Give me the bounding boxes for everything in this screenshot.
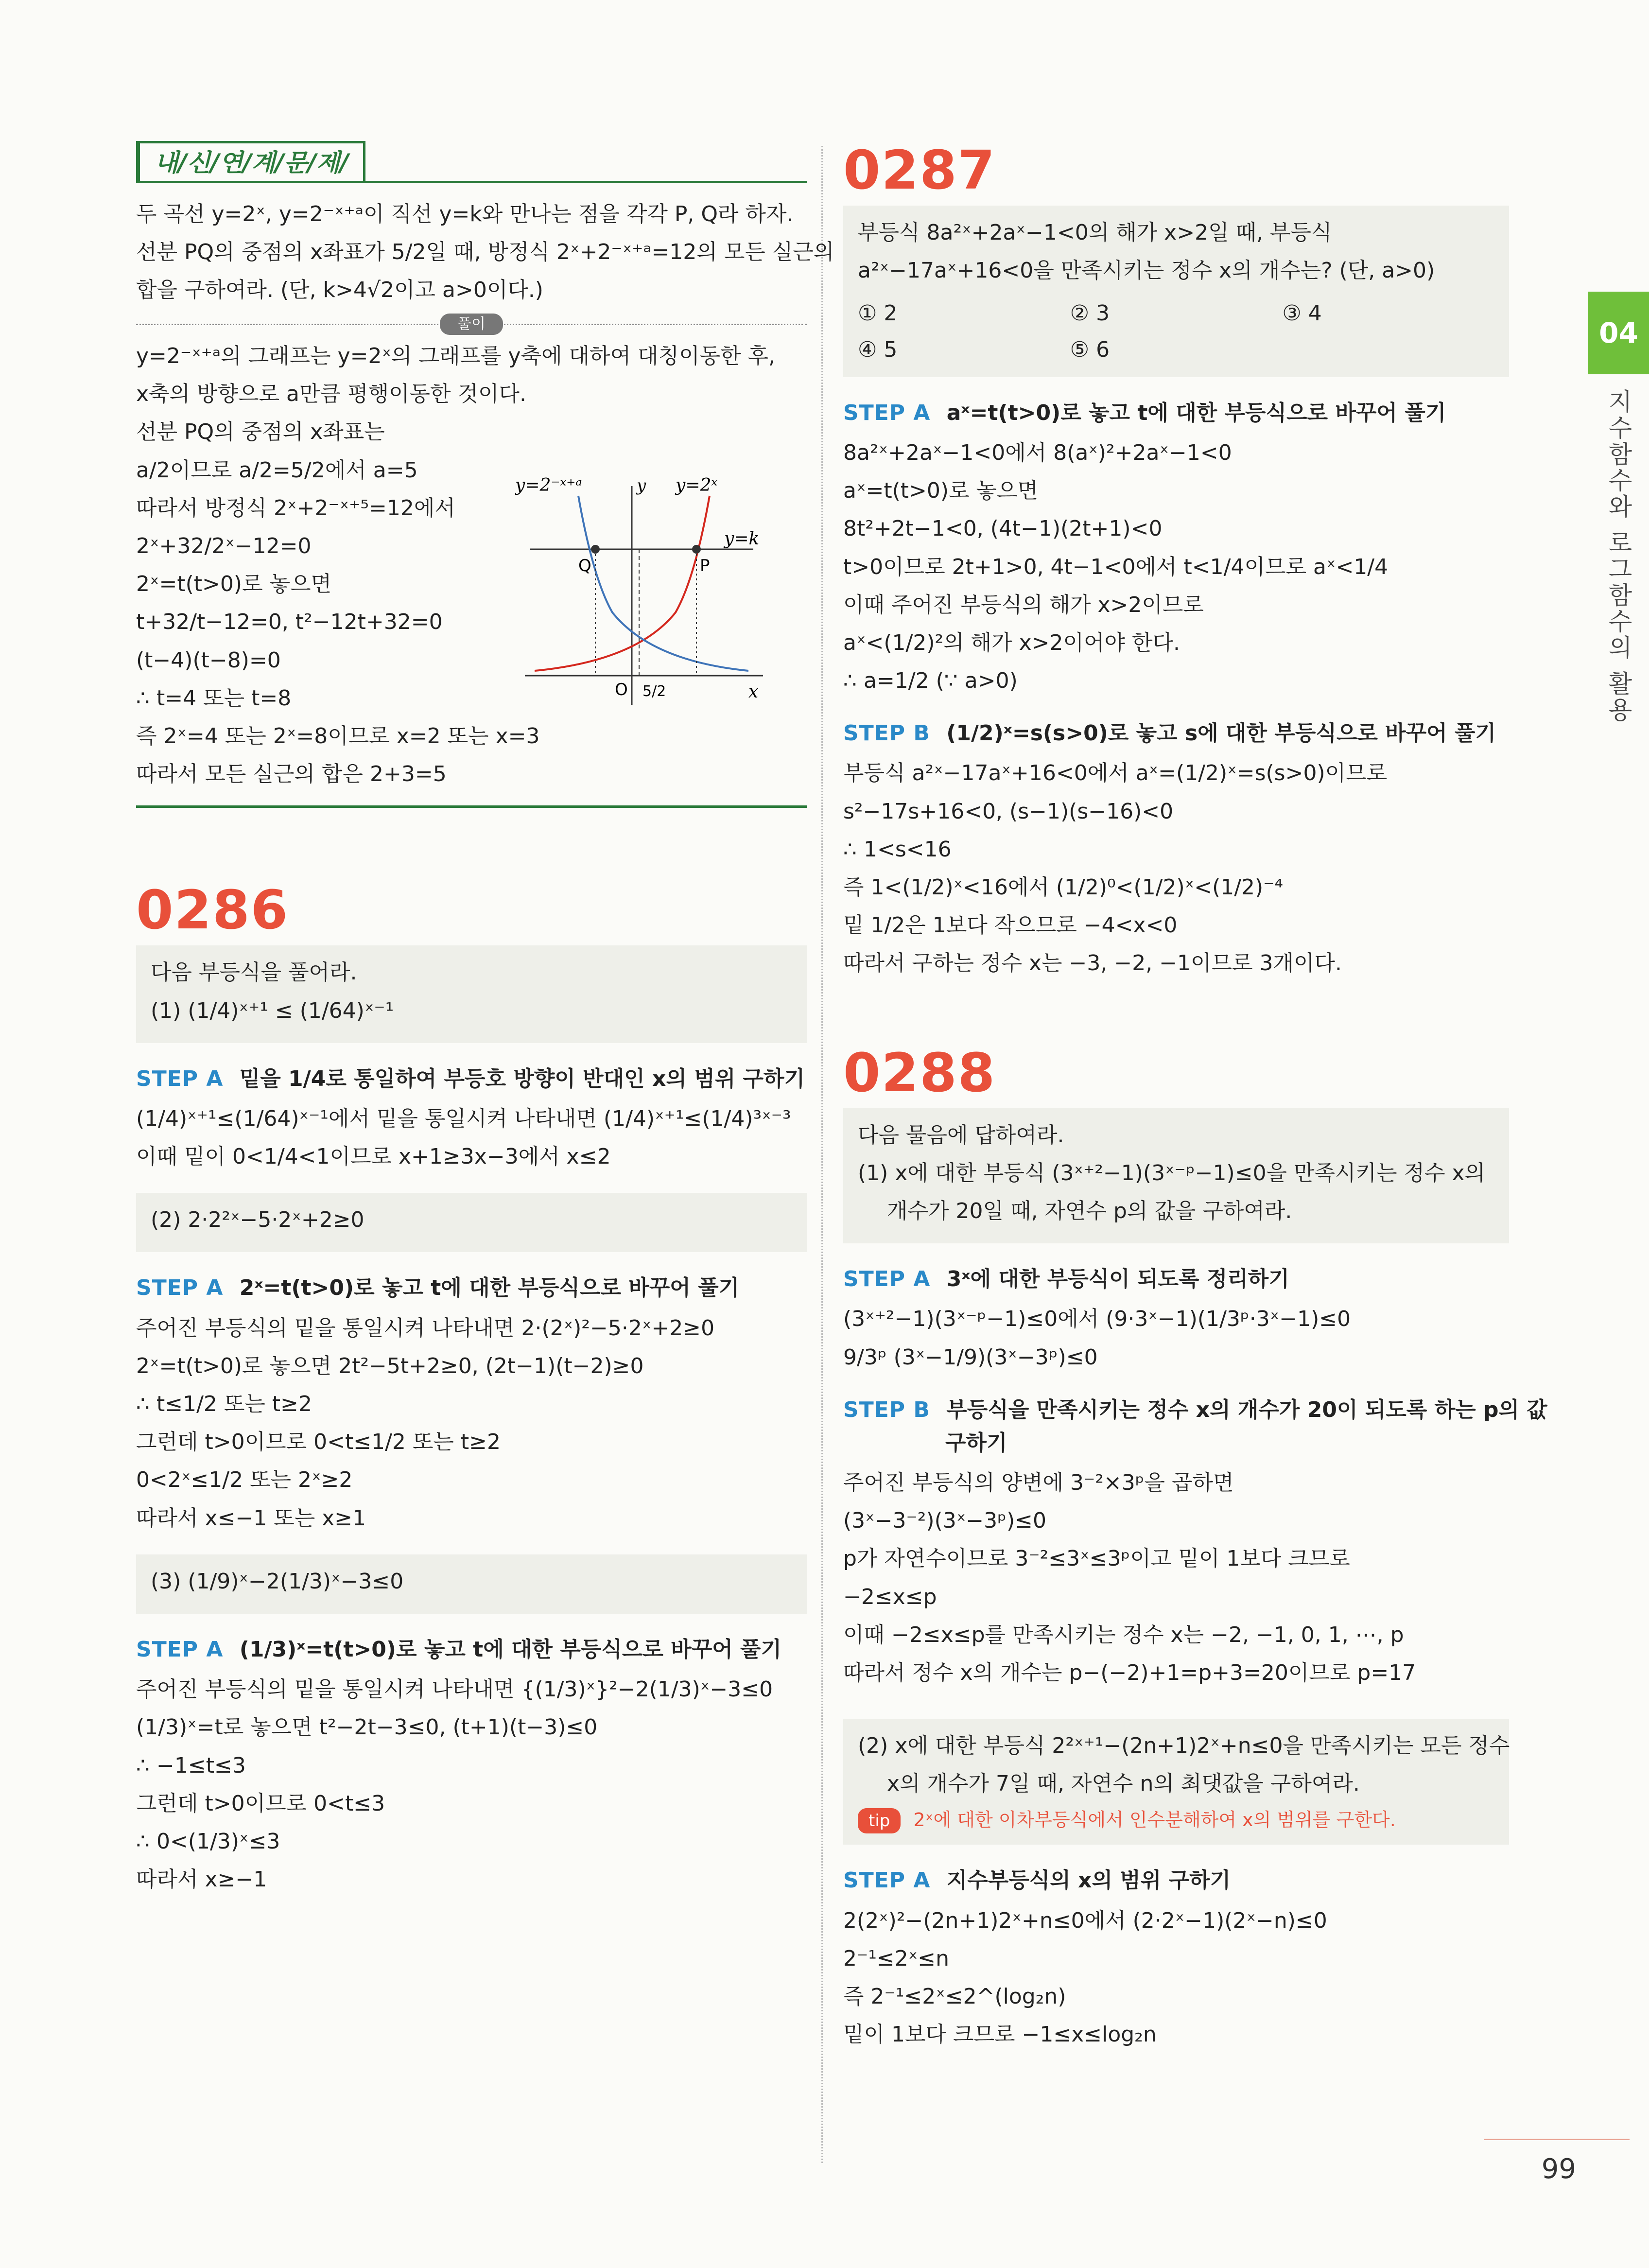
solution-line: 주어진 부등식의 양변에 3⁻²×3ᵖ을 곱하면 bbox=[843, 1470, 1234, 1496]
solution-line: 선분 PQ의 중점의 x좌표는 bbox=[136, 419, 385, 445]
column-divider bbox=[821, 146, 823, 2163]
x-axis-label: x bbox=[748, 682, 759, 702]
step-heading bbox=[843, 1394, 1547, 1460]
tip-line bbox=[858, 1806, 1494, 1834]
step-title: 부등식을 만족시키는 정수 x의 개수가 20이 되도록 하는 p의 값 bbox=[946, 1397, 1547, 1422]
solution-line: s²−17s+16<0, (s−1)(s−16)<0 bbox=[843, 799, 1174, 824]
solution-line: 2(2ˣ)²−(2n+1)2ˣ+n≤0에서 (2·2ˣ−1)(2ˣ−n)≤0 bbox=[843, 1908, 1327, 1933]
question-part: (2) 2·2²ˣ−5·2ˣ+2≥0 bbox=[151, 1207, 365, 1233]
choice: ③ 4 bbox=[1282, 301, 1322, 326]
step-heading bbox=[843, 717, 1509, 750]
curve-2-pow-neg-x-plus-a bbox=[578, 496, 748, 671]
step-title: 3ˣ에 대한 부등식이 되도록 정리하기 bbox=[946, 1267, 1289, 1292]
solution-line: t>0이므로 2t+1>0, 4t−1<0에서 t<1/4이므로 aˣ<1/4 bbox=[843, 554, 1389, 579]
step-heading bbox=[136, 1633, 807, 1666]
solution-line: (3ˣ−3⁻²)(3ˣ−3ᵖ)≤0 bbox=[843, 1508, 1046, 1534]
problem-0286 bbox=[136, 881, 807, 1896]
solution-line: 따라서 방정식 2ˣ+2⁻ˣ⁺⁵=12에서 bbox=[136, 495, 455, 521]
solution-line: 따라서 x≥−1 bbox=[136, 1867, 267, 1892]
solution-line: a/2이므로 a/2=5/2에서 a=5 bbox=[136, 457, 418, 483]
q-label: Q bbox=[578, 556, 591, 576]
step-tag: STEP A bbox=[136, 1066, 224, 1091]
solution-line: 즉 2⁻¹≤2ˣ≤2^(log₂n) bbox=[843, 1984, 1066, 2009]
solution-line: (1/4)ˣ⁺¹≤(1/64)ˣ⁻¹에서 밑을 통일시켜 나타내면 (1/4)ˣ⁺¹≤(1/4)³ˣ⁻³ bbox=[136, 1106, 791, 1131]
question-box bbox=[843, 1108, 1509, 1244]
solution-line: x축의 방향으로 a만큼 평행이동한 것이다. bbox=[136, 382, 526, 407]
question-part: x의 개수가 7일 때, 자연수 n의 최댓값을 구하여라. bbox=[887, 1771, 1360, 1797]
tip-text: 2ˣ에 대한 이차부등식에서 인수분해하여 x의 범위를 구한다. bbox=[913, 1809, 1396, 1831]
p-label: P bbox=[700, 556, 710, 576]
step-title: 구하기 bbox=[945, 1430, 1007, 1455]
step-tag: STEP A bbox=[843, 1868, 931, 1893]
midpoint-label: 5/2 bbox=[642, 683, 666, 700]
curve-2-pow-x bbox=[535, 496, 710, 671]
point-p bbox=[692, 545, 701, 554]
box-question-line: 두 곡선 y=2ˣ, y=2⁻ˣ⁺ᵃ이 직선 y=k와 만나는 점을 각각 P, Q라 하자. bbox=[136, 201, 794, 227]
step-title: (1/2)ˣ=s(s>0)로 놓고 s에 대한 부등식으로 바꾸어 풀기 bbox=[946, 721, 1496, 746]
solution-line: 이때 −2≤x≤p를 만족시키는 정수 x는 −2, −1, 0, 1, ⋯, p bbox=[843, 1622, 1404, 1647]
solution-line: p가 자연수이므로 3⁻²≤3ˣ≤3ᵖ이고 밑이 1보다 크므로 bbox=[843, 1546, 1350, 1571]
solution-line: −2≤x≤p bbox=[843, 1584, 937, 1609]
solution-line: 즉 2ˣ=4 또는 2ˣ=8이므로 x=2 또는 x=3 bbox=[136, 723, 540, 749]
solution-line: (1/3)ˣ=t로 놓으면 t²−2t−3≤0, (t+1)(t−3)≤0 bbox=[136, 1715, 598, 1740]
step-tag: STEP B bbox=[843, 721, 930, 746]
question-part: (1) x에 대한 부등식 (3ˣ⁺²−1)(3ˣ⁻ᵖ−1)≤0을 만족시키는 정수 x의 bbox=[858, 1160, 1486, 1186]
box-question-line: 합을 구하여라. (단, k>4√2이고 a>0이다.) bbox=[136, 277, 543, 302]
solution-line: ∴ a=1/2 (∵ a>0) bbox=[843, 668, 1018, 694]
question-box bbox=[136, 1193, 807, 1252]
step-title: 2ˣ=t(t>0)로 놓고 t에 대한 부등식으로 바꾸어 풀기 bbox=[239, 1275, 740, 1301]
solution-line: (t−4)(t−8)=0 bbox=[136, 647, 281, 673]
origin-label: O bbox=[615, 680, 628, 699]
step-title: 지수부등식의 x의 범위 구하기 bbox=[946, 1868, 1231, 1893]
solution-line: t+32/t−12=0, t²−12t+32=0 bbox=[136, 610, 443, 635]
solution-line: 9/3ᵖ (3ˣ−1/9)(3ˣ−3ᵖ)≤0 bbox=[843, 1344, 1098, 1370]
solution-line: ∴ t≤1/2 또는 t≥2 bbox=[136, 1392, 312, 1416]
box-question-line: 선분 PQ의 중점의 x좌표가 5/2일 때, 방정식 2ˣ+2⁻ˣ⁺ᵃ=12의 모든 실근의 bbox=[136, 239, 834, 264]
solution-line: ∴ 0<(1/3)ˣ≤3 bbox=[136, 1829, 280, 1854]
solution-line: 따라서 x≤−1 또는 x≥1 bbox=[136, 1505, 366, 1531]
problem-0287 bbox=[843, 141, 1509, 980]
solution-line: 2ˣ=t(t>0)로 놓으면 2t²−5t+2≥0, (2t−1)(t−2)≥0 bbox=[136, 1353, 644, 1378]
question-line: 부등식 8a²ˣ+2aˣ−1<0의 해가 x>2일 때, 부등식 bbox=[858, 220, 1332, 245]
solution-line: 2⁻¹≤2ˣ≤n bbox=[843, 1946, 950, 1971]
solution-line: 이때 주어진 부등식의 해가 x>2이므로 bbox=[843, 592, 1204, 617]
step-tag: STEP B bbox=[843, 1397, 930, 1422]
solution-line: 8t²+2t−1<0, (4t−1)(2t+1)<0 bbox=[843, 516, 1163, 541]
step-tag: STEP A bbox=[136, 1275, 224, 1301]
curve2-label: y=2ˣ bbox=[676, 476, 718, 495]
solution-line: 그런데 t>0이므로 0<t≤3 bbox=[136, 1791, 385, 1816]
step-tag: STEP A bbox=[843, 400, 931, 425]
question-box bbox=[843, 1719, 1509, 1845]
right-column bbox=[843, 139, 1547, 2056]
footer-rule bbox=[1484, 2139, 1630, 2140]
question-part: (1) (1/4)ˣ⁺¹ ≤ (1/64)ˣ⁻¹ bbox=[151, 998, 394, 1023]
problem-number: 0287 bbox=[843, 139, 996, 201]
solution-line: 이때 밑이 0<1/4<1이므로 x+1≥3x−3에서 x≤2 bbox=[136, 1144, 611, 1169]
step-heading bbox=[136, 1063, 807, 1096]
chapter-title: 지수함수와 로그함수의 활용 bbox=[1604, 389, 1632, 723]
choice: ⑤ 6 bbox=[1070, 337, 1110, 362]
step-title: 밑을 1/4로 통일하여 부등호 방향이 반대인 x의 범위 구하기 bbox=[239, 1066, 805, 1091]
step-heading bbox=[843, 1263, 1509, 1296]
solution-line: 그런데 t>0이므로 0<t≤1/2 또는 t≥2 bbox=[136, 1430, 501, 1455]
choice: ④ 5 bbox=[858, 337, 898, 362]
choice: ② 3 bbox=[1070, 301, 1110, 326]
solution-line: ∴ t=4 또는 t=8 bbox=[136, 685, 292, 711]
solution-line: 부등식 a²ˣ−17aˣ+16<0에서 aˣ=(1/2)ˣ=s(s>0)이므로 bbox=[843, 761, 1388, 786]
solution-line: 주어진 부등식의 밑을 통일시켜 나타내면 2·(2ˣ)²−5·2ˣ+2≥0 bbox=[136, 1315, 715, 1341]
solution-line: aˣ<(1/2)²의 해가 x>2이어야 한다. bbox=[843, 630, 1180, 655]
problem-number: 0288 bbox=[843, 1041, 996, 1104]
question-part: 개수가 20일 때, 자연수 p의 값을 구하여라. bbox=[887, 1198, 1292, 1223]
question-intro: 다음 부등식을 풀어라. bbox=[151, 960, 357, 985]
tip-badge: tip bbox=[858, 1808, 901, 1834]
solution-line: 8a²ˣ+2aˣ−1<0에서 8(aˣ)²+2aˣ−1<0 bbox=[843, 440, 1232, 465]
solution-line: y=2⁻ˣ⁺ᵃ의 그래프는 y=2ˣ의 그래프를 y축에 대하여 대칭이동한 후, bbox=[136, 344, 776, 369]
question-box bbox=[136, 945, 807, 1043]
step-tag: STEP A bbox=[843, 1267, 931, 1292]
solution-line: (3ˣ⁺²−1)(3ˣ⁻ᵖ−1)≤0에서 (9·3ˣ−1)(1/3ᵖ·3ˣ−1)≤0 bbox=[843, 1307, 1351, 1332]
solution-line: 밑 1/2은 1보다 작으므로 −4<x<0 bbox=[843, 913, 1178, 938]
question-box bbox=[843, 206, 1509, 377]
question-intro: 다음 물음에 답하여라. bbox=[858, 1122, 1064, 1148]
solution-line: 따라서 구하는 정수 x는 −3, −2, −1이므로 3개이다. bbox=[843, 951, 1342, 976]
problem-number: 0286 bbox=[136, 879, 289, 942]
question-line: a²ˣ−17aˣ+16<0을 만족시키는 정수 x의 개수는? (단, a>0) bbox=[858, 258, 1435, 283]
curve1-label: y=2⁻ˣ⁺ᵃ bbox=[515, 476, 582, 495]
solution-line: 따라서 모든 실근의 합은 2+3=5 bbox=[136, 762, 447, 787]
solution-line: 따라서 정수 x의 개수는 p−(−2)+1=p+3=20이므로 p=17 bbox=[843, 1660, 1416, 1685]
solution-line: 2ˣ=t(t>0)로 놓으면 bbox=[136, 572, 332, 597]
step-title: (1/3)ˣ=t(t>0)로 놓고 t에 대한 부등식으로 바꾸어 풀기 bbox=[239, 1637, 782, 1662]
solution-line: aˣ=t(t>0)로 놓으면 bbox=[843, 478, 1039, 504]
chapter-tab: 04 bbox=[1588, 292, 1649, 374]
line-label: y=k bbox=[724, 529, 760, 549]
problem-0288 bbox=[843, 1041, 1547, 2052]
solution-line: 즉 1<(1/2)ˣ<16에서 (1/2)⁰<(1/2)ˣ<(1/2)⁻⁴ bbox=[843, 875, 1284, 900]
solution-line: 2ˣ+32/2ˣ−12=0 bbox=[136, 534, 312, 558]
solution-line: ∴ −1≤t≤3 bbox=[136, 1753, 246, 1778]
page-number: 99 bbox=[1541, 2153, 1576, 2185]
solution-line: 밑이 1보다 크므로 −1≤x≤log₂n bbox=[843, 2022, 1157, 2047]
solution-line: ∴ 1<s<16 bbox=[843, 837, 952, 862]
choice: ① 2 bbox=[858, 301, 898, 326]
answer-choices bbox=[858, 297, 1494, 366]
solution-separator bbox=[136, 315, 807, 333]
step-heading bbox=[843, 1864, 1509, 1897]
point-q bbox=[591, 545, 600, 554]
question-part: (3) (1/9)ˣ−2(1/3)ˣ−3≤0 bbox=[151, 1569, 404, 1594]
step-heading bbox=[136, 1272, 807, 1305]
exponential-graph bbox=[515, 476, 768, 710]
solution-line: 주어진 부등식의 밑을 통일시켜 나타내면 {(1/3)ˣ}²−2(1/3)ˣ−3≤0 bbox=[136, 1677, 773, 1702]
step-heading bbox=[843, 397, 1509, 430]
box-title: 내/신/연/계/문/제/ bbox=[136, 141, 365, 183]
question-part: (2) x에 대한 부등식 2²ˣ⁺¹−(2n+1)2ˣ+n≤0을 만족시키는 모든 정수 bbox=[858, 1733, 1510, 1759]
left-column bbox=[136, 141, 834, 1901]
step-title: aˣ=t(t>0)로 놓고 t에 대한 부등식으로 바꾸어 풀기 bbox=[946, 400, 1446, 425]
step-tag: STEP A bbox=[136, 1637, 224, 1662]
solution-tag: 풀이 bbox=[440, 314, 503, 335]
y-axis-label: y bbox=[637, 476, 646, 495]
question-box bbox=[136, 1554, 807, 1614]
solution-line: 0<2ˣ≤1/2 또는 2ˣ≥2 bbox=[136, 1467, 353, 1493]
